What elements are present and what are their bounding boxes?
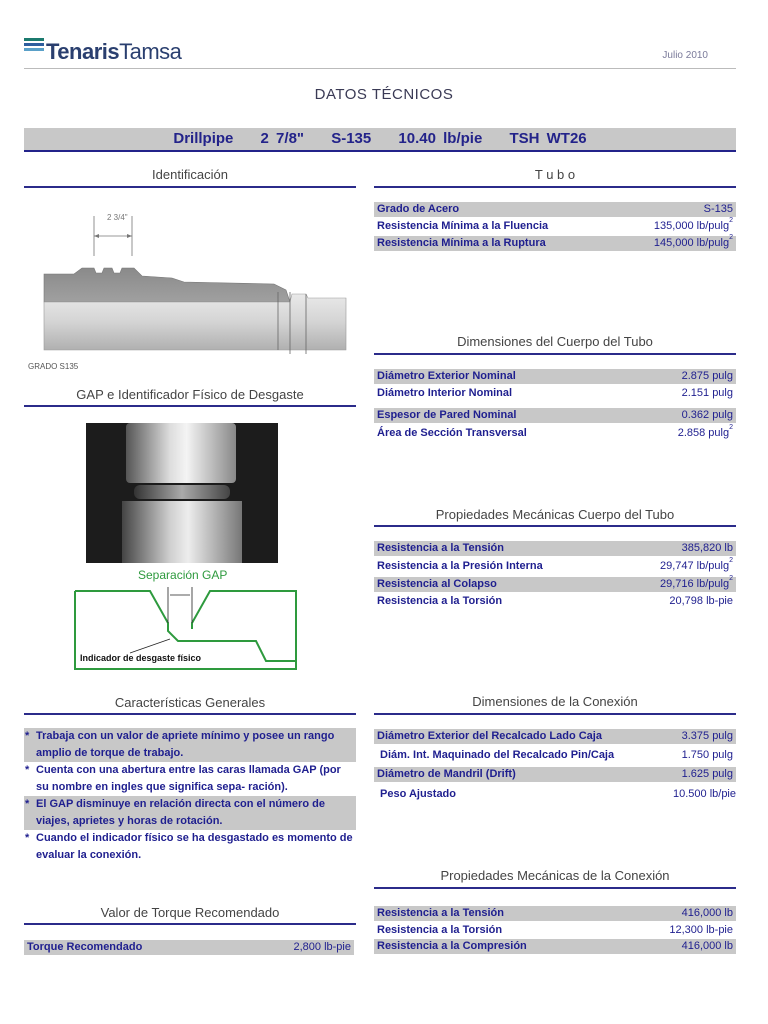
tubo-rule bbox=[374, 186, 736, 188]
mecanica-cuerpo-row: Resistencia a la Tensión 385,820 lb bbox=[374, 541, 736, 556]
gap-title: GAP e Identificador Físico de Desgaste bbox=[76, 387, 304, 402]
gap-rule bbox=[24, 405, 356, 407]
product-name: Drillpipe bbox=[173, 130, 234, 147]
product-size: 2 7/8" bbox=[260, 130, 305, 147]
indicador-desgaste-label: Indicador de desgaste físico bbox=[80, 653, 202, 663]
identificacion-rule bbox=[24, 186, 356, 188]
separacion-gap-label: Separación GAP bbox=[138, 568, 228, 582]
dimension-conexion-row: Peso Ajustado 10.500 lb/pie bbox=[380, 788, 736, 800]
torque-rule bbox=[24, 923, 356, 925]
caracteristica-item: * Trabaja con un valor de apriete mínimo y posee un rango amplio de torque de trabajo. bbox=[24, 728, 356, 762]
mecanica-cuerpo-row: Resistencia a la Presión Interna 29,747 lb/pulg$^2$ bbox=[377, 557, 733, 572]
document-date: Julio 2010 bbox=[662, 50, 708, 61]
tubo-title: T u b o bbox=[534, 167, 576, 182]
caracteristica-item: * El GAP disminuye en relación directa con el número de viajes, aprietes y horas de rotación. bbox=[24, 796, 356, 830]
pipe-identification-drawing bbox=[24, 198, 356, 378]
product-band bbox=[24, 128, 736, 152]
torque-title: Valor de Torque Recomendado bbox=[100, 905, 280, 920]
mecanicas-conexion-title: Propiedades Mecánicas de la Conexión bbox=[440, 868, 670, 883]
identificacion-title: Identificación bbox=[152, 167, 228, 182]
dimensiones-cuerpo-title: Dimensiones del Cuerpo del Tubo bbox=[457, 334, 653, 349]
tubo-row: Resistencia Mínima a la Fluencia 135,000 lb/pulg$^2$ bbox=[377, 217, 733, 232]
gap-section-diagram bbox=[70, 565, 300, 675]
mecanica-conexion-row: Resistencia a la Compresión 416,000 lb bbox=[374, 939, 736, 954]
dimension-conexion-row: Diámetro Exterior del Recalcado Lado Caja 3.375 pulg bbox=[374, 729, 736, 744]
mecanica-conexion-row: Resistencia a la Torsión 12,300 lb-pie bbox=[377, 924, 733, 936]
mecanicas-conexion-rule bbox=[374, 887, 736, 889]
mecanica-cuerpo-row: Resistencia al Colapso 29,716 lb/pulg$^2$ bbox=[374, 577, 736, 592]
tenaris-tamsa-logo bbox=[24, 38, 224, 68]
caracteristica-item: * Cuenta con una abertura entre las caras llamada GAP (por su nombre en ingles que significa sepa- ración). bbox=[25, 764, 341, 793]
mecanica-cuerpo-row: Resistencia a la Torsión 20,798 lb-pie bbox=[377, 595, 733, 607]
gap-photo bbox=[86, 423, 278, 563]
torque-value: 2,800 lb-pie bbox=[293, 941, 351, 953]
dimension-cuerpo-row: Diámetro Exterior Nominal 2.875 pulg bbox=[374, 369, 736, 384]
caracteristicas-title: Características Generales bbox=[114, 695, 266, 710]
mecanicas-cuerpo-rule bbox=[374, 525, 736, 527]
product-connection: TSH WT26 bbox=[509, 130, 587, 147]
tubo-row: Resistencia Mínima a la Ruptura 145,000 lb/pulg$^2$ bbox=[374, 236, 736, 251]
logo-text: TenarisTamsa bbox=[46, 39, 182, 64]
document-title: DATOS TÉCNICOS bbox=[314, 86, 454, 103]
logo-stripes-icon bbox=[24, 38, 44, 52]
dimension-cuerpo-row: Diámetro Interior Nominal 2.151 pulg bbox=[377, 387, 733, 399]
dimensiones-cuerpo-rule bbox=[374, 353, 736, 355]
mecanica-conexion-row: Resistencia a la Tensión 416,000 lb bbox=[374, 906, 736, 921]
dimension-conexion-row: Diámetro de Mandril (Drift) 1.625 pulg bbox=[374, 767, 736, 782]
product-grade: S-135 bbox=[331, 130, 372, 147]
dimension-cuerpo-row: Espesor de Pared Nominal 0.362 pulg bbox=[374, 408, 736, 423]
caracteristicas-list bbox=[24, 728, 356, 864]
product-weight: 10.40 lb/pie bbox=[398, 130, 483, 147]
torque-label: Torque Recomendado bbox=[27, 941, 143, 953]
dimension-conexion-row: Diám. Int. Maquinado del Recalcado Pin/Caja 1.750 pulg bbox=[380, 749, 733, 761]
tubo-row: Grado de Acero S-135 bbox=[374, 202, 736, 217]
mecanicas-cuerpo-title: Propiedades Mecánicas Cuerpo del Tubo bbox=[435, 507, 675, 522]
dimensiones-conexion-rule bbox=[374, 713, 736, 715]
header-divider bbox=[24, 68, 736, 69]
dimension-cuerpo-row: Área de Sección Transversal 2.858 pulg$^2$ bbox=[377, 424, 733, 439]
torque-row bbox=[24, 940, 354, 955]
caracteristica-item: * Cuando el indicador físico se ha desgastado es momento de evaluar la conexión. bbox=[25, 832, 353, 861]
dimensiones-conexion-title: Dimensiones de la Conexión bbox=[472, 694, 638, 709]
caracteristicas-rule bbox=[24, 713, 356, 715]
dimension-label: 2 3/4" bbox=[107, 213, 128, 222]
grade-label: GRADO S135 bbox=[28, 362, 79, 371]
